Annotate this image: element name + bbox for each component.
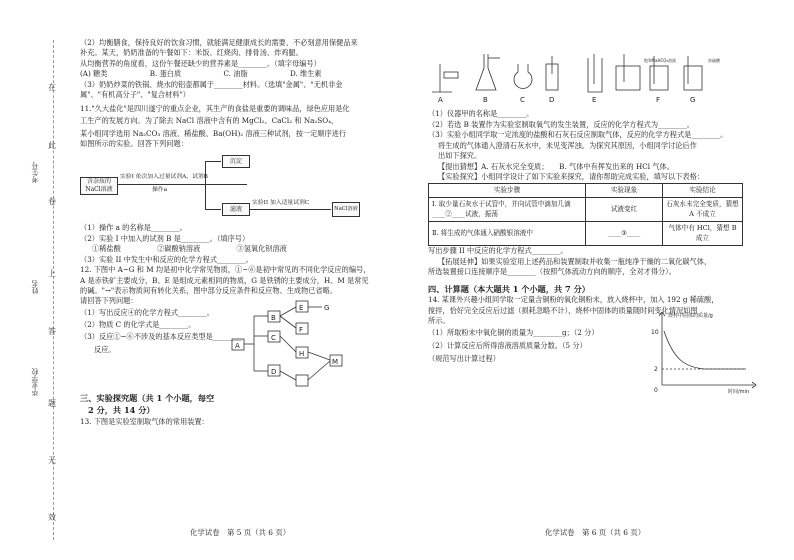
flow-start: 含杂质的NaCl溶液 — [80, 177, 118, 195]
q12-b: A 是赤铁矿主要成分，B、E 是组成元素相同的物质，G 是铁锈的主要成分，H、M 是常见 — [80, 275, 369, 285]
q13: 13. 下图是实验室制取气体的常用装置： — [80, 416, 209, 426]
node-a: A — [235, 341, 240, 350]
q11-a: 11."久大盐化"是四川遂宁的重点企业，其生产的食盐是重要的调味品，绿色应用是化 — [80, 103, 350, 113]
node-c: C — [271, 333, 276, 342]
seal-char: 卷 — [48, 197, 56, 206]
option-d: D. 维生素 — [289, 69, 322, 79]
node-e: E — [299, 303, 304, 312]
experiment-table — [428, 183, 743, 247]
q14-b: 搅拌，恰好完全反应后过滤（损耗忽略不计），烧杯中固体的质量随时间变化情况如图 — [428, 305, 698, 315]
flow-op: 操作a — [152, 187, 168, 194]
q12-2: （2）物质 C 的化学式是________。 — [80, 320, 196, 330]
seal-char: 此 — [48, 141, 56, 150]
q10-options — [80, 69, 410, 79]
q10-2b: 补充。某天，奶奶准备的午餐如下：米饭、红烧肉、排骨汤、炸鸡腿。 — [80, 48, 303, 58]
seal-char: 在 — [48, 83, 56, 92]
q11-2: （2）实验 I 中加入的试剂 B 是________。（填序号） — [80, 233, 250, 243]
seal-char: 效 — [48, 513, 56, 522]
q12-3: （3）反应①~⑥不涉及的基本反应类型是________ — [80, 332, 242, 342]
chart-ylabel: 烧杯中固体的质量/g — [668, 312, 713, 319]
q13-2: （2）若选 B 装置作为实验室制取氧气的发生装置，反应的化学方程式为________。 — [428, 119, 694, 129]
q11-options — [80, 244, 410, 254]
footer-page-6: 化学试卷 第 6 页（共 6 页） — [545, 528, 646, 537]
q13-1: （1）仪器甲的名称是________。 — [428, 109, 534, 119]
option-c: C. 油脂 — [223, 69, 248, 79]
guess: 【提出猜想】A. 石灰水完全变质； B. 气体中有挥发出来的 HCl 气体。 — [438, 161, 674, 171]
page-6 — [428, 44, 758, 397]
seal-char: 无 — [48, 456, 56, 465]
mass-time-chart — [642, 305, 762, 395]
q10-3b: 属"、"有机高分子"、"复合材料"） — [80, 90, 190, 100]
flow-step2: 实验II 加入适量试剂C — [252, 200, 310, 207]
chart-tick-2: 2 — [654, 365, 658, 373]
option-b: B. 蛋白质 — [149, 69, 182, 79]
q12-3b: 反应。 — [94, 344, 116, 354]
table-row: Ⅰ. 取少量石灰水于试管中，并向试管中滴加几滴____②____试液，振荡 试液变红 石灰水未完全变质，猜想 A 不成立 — [429, 198, 743, 222]
flow-filtrate: 滤液 — [222, 203, 250, 216]
section-3-title-b: 2 分，共 14 分） — [88, 404, 155, 415]
footer-page-5: 化学试卷 第 5 页（共 6 页） — [190, 528, 291, 537]
node-h: H — [299, 349, 305, 358]
binding-margin — [0, 0, 75, 560]
option-3: ③氢氧化钡溶液 — [236, 244, 287, 254]
flow-diagram — [80, 151, 410, 223]
option-a: (A) 糖类 — [80, 69, 108, 79]
q13-3: （3）实验小组同学取一定浓度的盐酸和石灰石反应制取气体，反应的化学方程式是________。 — [428, 130, 728, 140]
q11-c: 某小组同学选用 Na₂CO₃ 溶液、稀盐酸、Ba(OH)₂ 溶液三种试剂，按一定顺序进行 — [80, 128, 347, 138]
q12-1: （1）写出反应④的化学方程式________。 — [80, 307, 214, 317]
q12-block — [80, 303, 410, 393]
flow-arrow — [117, 184, 247, 185]
q11-b: 工生产的发展方向。为了除去 NaCl 溶液中含有的 MgCl₂、CaCl₂ 和 Na₂SO₄， — [80, 116, 339, 126]
chart-tick-10: 10 — [651, 328, 659, 336]
q14-a: 14. 某课外兴趣小组同学取一定量含铜粉的氧化铜粉末，放入烧杯中，加入 192 g 稀硫酸， — [428, 295, 719, 305]
node-d: D — [271, 367, 277, 376]
q11-3: （3）实验 II 中发生中和反应的化学方程式________。 — [80, 254, 253, 264]
table-header: 实验步骤 实验现象 实验结论 — [429, 183, 743, 198]
chart-xlabel: 时间/min — [728, 388, 750, 395]
seal-char: 上 — [48, 269, 56, 278]
node-m: M — [332, 357, 339, 366]
node-f: F — [299, 325, 304, 334]
q10-3: （3）奶奶炒菜的铁锅、烧水的铝壶都属于________材料。（选填"金属"、"无机非金 — [80, 79, 343, 89]
explore: 【实验探究】小组同学设计了如下实验来探究，请你帮助完成实验，填写以下表格： — [438, 172, 704, 182]
q11-d: 如图所示的实验。回答下列问题： — [80, 138, 188, 148]
apparatus-e: E — [592, 96, 597, 104]
q10-2: （2）均衡膳食，保持良好的饮食习惯，就能满足健康成长的需要，不必刻意用保健品来 — [80, 38, 358, 47]
school-label: 毕业学校 — [31, 368, 39, 396]
q12-c: 的碱。"→"表示物质间有转化关系，图中部分反应条件和反应物、生成物已省略。 — [80, 286, 338, 295]
q11-1: （1）操作 a 的名称是________。 — [80, 223, 187, 233]
q14-2: （2）计算反应后所得溶液溶质质量分数。（5 分） — [428, 340, 587, 350]
apparatus-label-f: 饱和NaHCO₃溶液 — [644, 58, 676, 63]
apparatus-b: B — [483, 96, 488, 104]
page-5 — [80, 38, 410, 427]
q14-3: （规范写出计算过程） — [428, 353, 500, 363]
apparatus-label-g: 浓硫酸 — [708, 58, 720, 63]
node-b: B — [271, 313, 276, 322]
apparatus-row — [428, 44, 758, 106]
name-label: 姓名 — [31, 280, 39, 294]
apparatus-a: A — [438, 96, 443, 104]
q13-4b: 出如下探究。 — [438, 151, 482, 161]
seal-char: 题 — [48, 399, 56, 408]
option-1: ①稀盐酸 — [92, 244, 121, 254]
relation-graph — [230, 299, 360, 391]
section-4-title: 四、计算题（本大题共 1 个小题，共 7 分） — [428, 283, 590, 294]
option-2: ②碳酸钠溶液 — [157, 244, 201, 254]
q10-2c: 从均衡营养的角度看，这份午餐还缺少的营养素是________。（填字母编号） — [80, 58, 321, 68]
apparatus-d: D — [549, 96, 555, 104]
q12-a: 12. 下图中 A~G 和 M 均是初中化学常见物质，①~⑥是初中常见的不同化学反应的编号， — [80, 265, 371, 275]
flow-precipitate: 沉淀 — [222, 155, 250, 168]
expand: 【拓展延伸】如果实验室用上述药品和装置制取并收集一瓶纯净干燥的二氧化碳气体， — [438, 256, 712, 266]
apparatus-f: F — [656, 96, 661, 104]
apparatus-c: C — [520, 96, 525, 104]
node-g: G — [324, 303, 330, 312]
q14-1: （1）所取粉末中氧化铜的质量为________g；（2 分） — [428, 327, 599, 337]
flow-branch — [205, 161, 206, 209]
table-row: Ⅱ. 将生成的气体通入硝酸银溶液中 ____③____ 气体中有 HCl，猜想 B 成立 — [429, 222, 743, 246]
chart-origin: 0 — [654, 386, 658, 394]
q13-4: 将生成的气体通入澄清石灰水中，未见变浑浊。为探究其原因，小组同学讨论后作 — [438, 140, 697, 150]
expand-b: 所选装置接口连接顺序是________（按照气体流动方向的顺序，全对才得分）。 — [428, 267, 676, 277]
q14-c: 所示。 — [428, 316, 450, 326]
seal-char: 答 — [48, 327, 56, 336]
flow-end: NaCl溶液 — [332, 202, 360, 217]
exam-number-label: 考生号 — [31, 162, 39, 183]
apparatus-g: G — [690, 96, 696, 104]
section-3-title: 三、实验探究题（共 1 个小题，每空 — [80, 392, 215, 403]
flow-step1: 实验I 依次加入过量试剂A、试剂B — [120, 174, 208, 181]
q12-d: 请回答下列问题： — [80, 296, 138, 306]
q13-5: 写出步骤 II 中反应的化学方程式________。 — [428, 246, 568, 256]
